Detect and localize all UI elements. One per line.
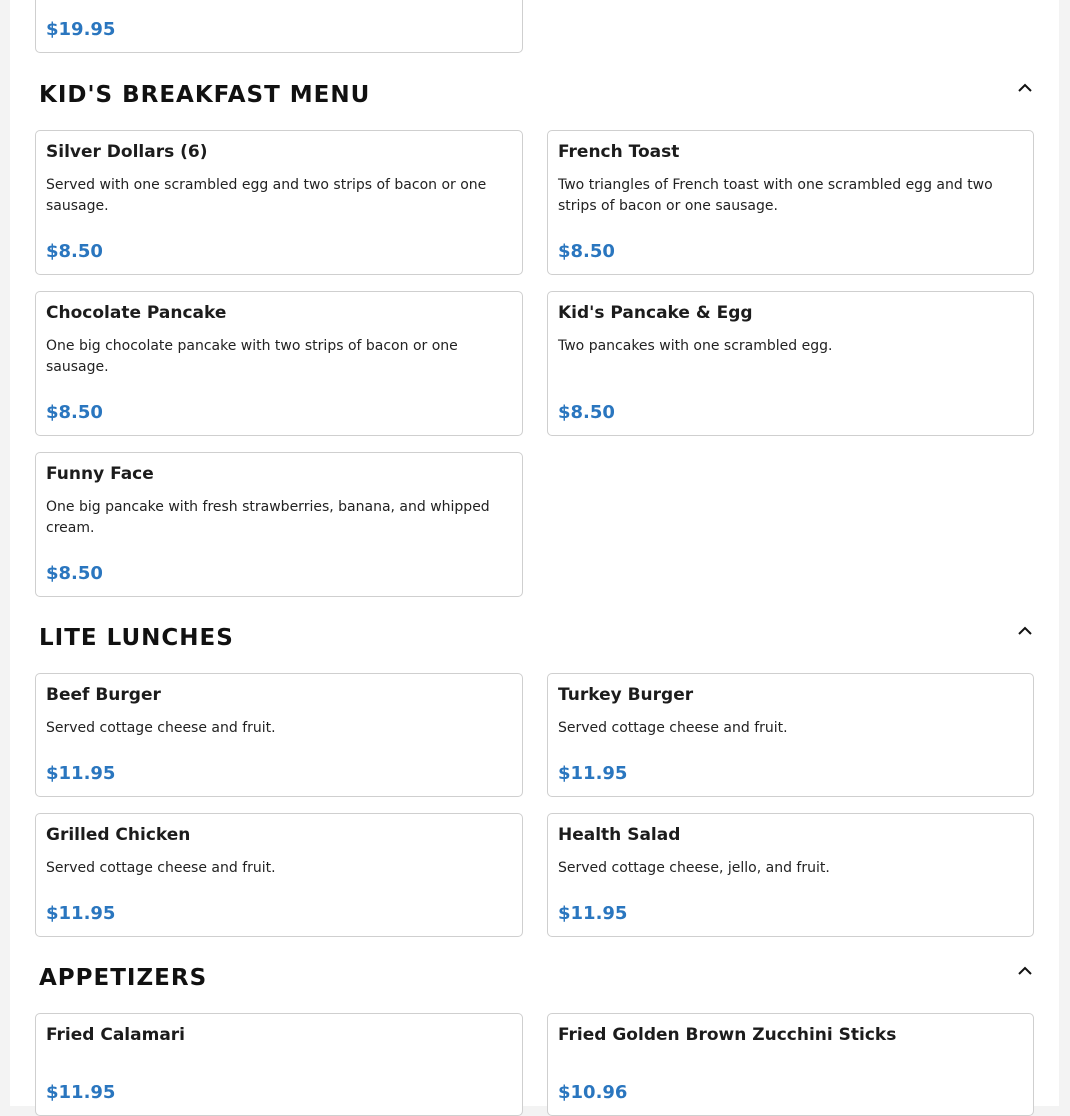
menu-item-card[interactable] <box>35 673 523 797</box>
menu-item-price: $8.50 <box>46 402 103 423</box>
menu-item-description: Served cottage cheese and fruit. <box>46 720 276 736</box>
menu-item-card[interactable] <box>547 1013 1034 1116</box>
menu-item-price: $11.95 <box>46 1082 116 1103</box>
menu-item-name: Beef Burger <box>46 685 161 705</box>
menu-item-description: Two triangles of French toast with one scrambled egg and two strips of bacon or one sausage. <box>558 177 993 214</box>
menu-item-price: $11.95 <box>558 903 628 924</box>
menu-item-description: Two pancakes with one scrambled egg. <box>558 338 833 354</box>
menu-item-price: $11.95 <box>558 763 628 784</box>
menu-item-card[interactable] <box>35 291 523 436</box>
menu-item-card[interactable] <box>547 813 1034 937</box>
menu-item-card[interactable] <box>547 673 1034 797</box>
section-title: LITE LUNCHES <box>39 625 234 651</box>
menu-item-card[interactable] <box>35 1013 523 1116</box>
menu-item-name: Grilled Chicken <box>46 825 191 845</box>
menu-item-description: Served with one scrambled egg and two strips of bacon or one sausage. <box>46 177 487 214</box>
menu-item-name: Chocolate Pancake <box>46 303 227 323</box>
menu-item-name: Funny Face <box>46 464 154 484</box>
chevron-up-icon[interactable] <box>1017 623 1033 639</box>
menu-item-card[interactable] <box>547 291 1034 436</box>
menu-item-name: Fried Golden Brown Zucchini Sticks <box>558 1025 897 1045</box>
menu-item-price: $19.95 <box>46 19 116 40</box>
section-title: KID'S BREAKFAST MENU <box>39 82 371 108</box>
chevron-up-icon[interactable] <box>1017 80 1033 96</box>
menu-item-price: $8.50 <box>46 241 103 262</box>
section-title: APPETIZERS <box>39 965 208 991</box>
menu-item-name: Turkey Burger <box>558 685 694 705</box>
menu-item-price: $8.50 <box>558 402 615 423</box>
menu-item-price: $11.95 <box>46 763 116 784</box>
menu-item-price: $11.95 <box>46 903 116 924</box>
chevron-up-icon[interactable] <box>1017 963 1033 979</box>
menu-item-name: Silver Dollars (6) <box>46 142 208 162</box>
menu-item-description: One big chocolate pancake with two strips of bacon or one sausage. <box>46 338 458 375</box>
menu-item-name: Kid's Pancake & Egg <box>558 303 753 323</box>
menu-item-card[interactable] <box>35 0 523 53</box>
menu-item-card[interactable] <box>35 130 523 275</box>
menu-item-card[interactable] <box>35 452 523 597</box>
menu-item-card[interactable] <box>35 813 523 937</box>
menu-item-card[interactable] <box>547 130 1034 275</box>
menu-item-description: Served cottage cheese and fruit. <box>46 860 276 876</box>
menu-item-description: One big pancake with fresh strawberries, banana, and whipped cream. <box>46 499 490 536</box>
menu-item-price: $8.50 <box>46 563 103 584</box>
menu-item-description: Served cottage cheese and fruit. <box>558 720 788 736</box>
menu-item-name: Health Salad <box>558 825 681 845</box>
menu-item-name: Fried Calamari <box>46 1025 185 1045</box>
menu-item-description: Served cottage cheese, jello, and fruit. <box>558 860 830 876</box>
menu-page <box>10 0 1059 1106</box>
menu-item-name: French Toast <box>558 142 680 162</box>
menu-item-price: $10.96 <box>558 1082 628 1103</box>
menu-item-price: $8.50 <box>558 241 615 262</box>
